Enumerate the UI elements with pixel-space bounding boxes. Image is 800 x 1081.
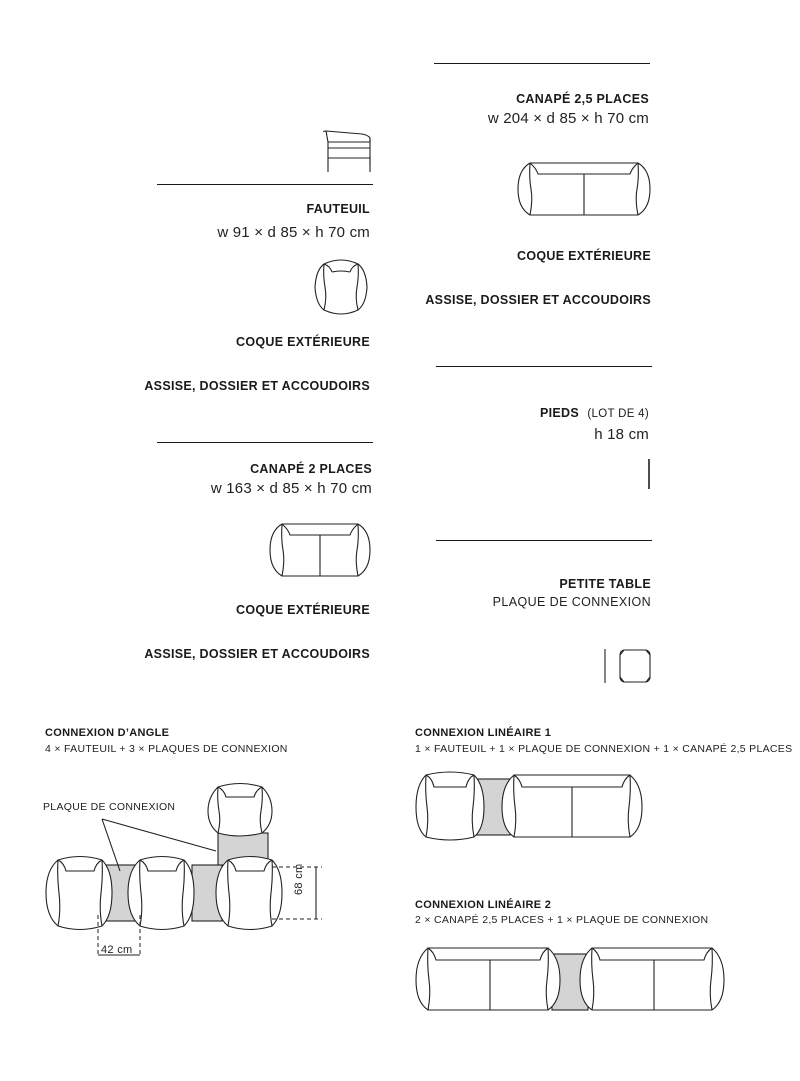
sofa-25-right	[580, 948, 724, 1010]
canape25-shell-label: COQUE EXTÉRIEURE	[517, 249, 651, 263]
fauteuil-title: FAUTEUIL	[306, 202, 370, 216]
fauteuil-shell-label: COQUE EXTÉRIEURE	[236, 335, 370, 349]
lineaire2-subtitle: 2 × CANAPÉ 2,5 PLACES + 1 × PLAQUE DE CONNEXION	[415, 914, 709, 926]
leg-icon	[646, 458, 652, 490]
canape25-upholstery-label: ASSISE, DOSSIER ET ACCOUDOIRS	[425, 293, 651, 307]
sofa-25	[502, 775, 642, 837]
armchair-2	[128, 857, 194, 930]
divider-fauteuil	[157, 184, 373, 185]
canape25-dims: w 204 × d 85 × h 70 cm	[487, 110, 649, 127]
armchair-4	[208, 784, 272, 837]
pieds-dims: h 18 cm	[594, 426, 649, 443]
canape2-dims: w 163 × d 85 × h 70 cm	[210, 480, 372, 497]
canape2-upholstery-label: ASSISE, DOSSIER ET ACCOUDOIRS	[144, 647, 370, 661]
pieds-title: PIEDS	[539, 406, 579, 420]
petite-table-subtitle: PLAQUE DE CONNEXION	[492, 595, 651, 609]
pieds-note: (LOT DE 4)	[587, 408, 649, 420]
divider-petite-table	[436, 540, 652, 541]
sofa-2-top-icon	[268, 521, 372, 579]
divider-canape2	[157, 442, 373, 443]
petite-table-title: PETITE TABLE	[559, 577, 651, 591]
angle-subtitle: 4 × FAUTEUIL + 3 × PLAQUES DE CONNEXION	[45, 743, 288, 755]
angle-callout: PLAQUE DE CONNEXION	[43, 801, 176, 813]
canape2-title: CANAPÉ 2 PLACES	[250, 462, 372, 476]
divider-canape25	[434, 63, 650, 64]
canape25-title: CANAPÉ 2,5 PLACES	[516, 92, 649, 106]
dim-42-label: 42 cm	[101, 944, 133, 956]
sofa-25-top-icon	[516, 160, 652, 218]
dim-68-label: 68 cm	[293, 863, 305, 895]
fauteuil-upholstery-label: ASSISE, DOSSIER ET ACCOUDOIRS	[144, 379, 370, 393]
linear-1-diagram	[412, 771, 652, 841]
armchair-1	[46, 857, 112, 930]
callout-line-2	[102, 819, 216, 851]
canape2-shell-label: COQUE EXTÉRIEURE	[236, 603, 370, 617]
armchair	[416, 772, 484, 840]
linear-2-diagram	[412, 944, 732, 1014]
sofa-25-left	[416, 948, 560, 1010]
divider-pieds	[436, 366, 652, 367]
side-view-chair-icon	[318, 128, 378, 178]
small-table-icon	[602, 647, 654, 685]
lineaire2-title: CONNEXION LINÉAIRE 2	[415, 899, 552, 911]
lineaire1-title: CONNEXION LINÉAIRE 1	[415, 727, 552, 739]
armchair-top-icon	[312, 258, 370, 316]
angle-title: CONNEXION D’ANGLE	[45, 727, 170, 739]
lineaire1-subtitle: 1 × FAUTEUIL + 1 × PLAQUE DE CONNEXION + 1 × CANAPÉ 2,5 PLACES	[415, 743, 793, 755]
pieds-heading	[540, 404, 649, 422]
fauteuil-dims: w 91 × d 85 × h 70 cm	[217, 224, 370, 241]
